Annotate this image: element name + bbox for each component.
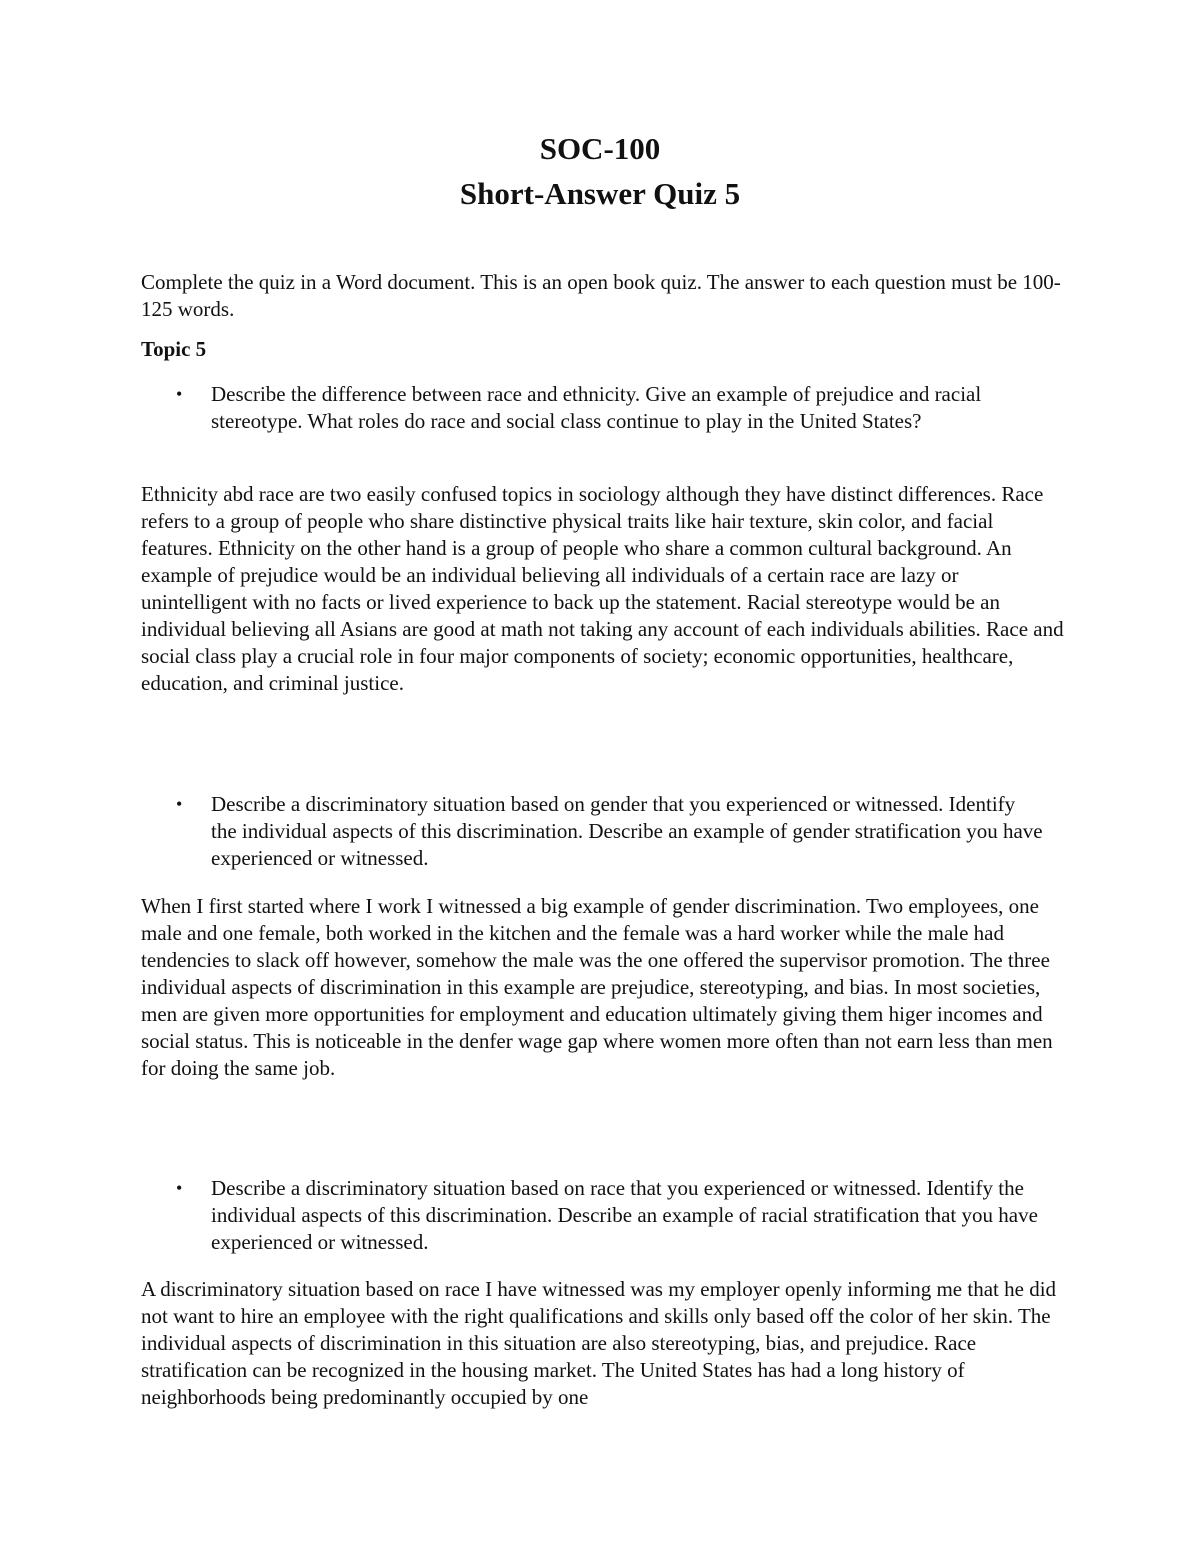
course-title: SOC-100 (539, 131, 661, 166)
question-2-text: Describe a discriminatory situation based on gender that you experienced or witnessed. Identify the individual aspects of this discrimination. Describe an example of gender stratification you have experienced or witnessed. (211, 792, 1043, 870)
answer-1: Ethnicity abd race are two easily confused topics in sociology although they have distinct differences. Race refers to a group of people who share distinctive physical traits like hair texture, skin color, and facial features. Ethnicity on the other hand is a group of people who share a common cultural background. An example of prejudice would be an individual believing all individuals of a certain race are lazy or unintelligent with no facts or lived experience to back up the statement. Racial stereotype would be an individual believing all Asians are good at math not taking any account of each individuals abilities. Race and social class play a crucial role in four major components of society; economic opportunities, healthcare, education, and criminal justice. (141, 482, 1064, 695)
bullet-icon: • (176, 794, 183, 814)
question-3 (176, 1175, 1046, 1256)
question-3-text: Describe a discriminatory situation based on race that you experienced or witnessed. Identify the individual aspects of this discrimination. Describe an example of racial stratification that you have experienced or witnessed. (211, 1176, 1038, 1254)
quiz-title: Short-Answer Quiz 5 (459, 176, 741, 211)
answer-3: A discriminatory situation based on race I have witnessed was my employer openly informing me that he did not want to hire an employee with the right qualifications and skills only based off the color of her skin. The individual aspects of discrimination in this situation are also stereotyping, bias, and prejudice. Race stratification can be recognized in the housing market. The United States has had a long history of neighborhoods being predominantly occupied by one (141, 1277, 1057, 1409)
instructions-paragraph: Complete the quiz in a Word document. This is an open book quiz. The answer to each question must be 100-125 words. (141, 270, 1061, 321)
question-1-text: Describe the difference between race and ethnicity. Give an example of prejudice and racial stereotype. What roles do race and social class continue to play in the United States? (211, 382, 982, 433)
topic-heading: Topic 5 (141, 337, 207, 361)
question-2 (176, 791, 1046, 872)
bullet-icon: • (176, 384, 183, 404)
bullet-icon: • (176, 1178, 183, 1198)
question-1 (176, 381, 1046, 435)
answer-2: When I first started where I work I witnessed a big example of gender discrimination. Two employees, one male and one female, both worked in the kitchen and the female was a hard worker while the male had tendencies to slack off however, somehow the male was the one offered the supervisor promotion. The three individual aspects of discrimination in this example are prejudice, stereotyping, and bias. In most societies, men are given more opportunities for employment and education ultimately giving them higer incomes and social status. This is noticeable in the denfer wage gap where women more often than not earn less than men for doing the same job. (141, 894, 1053, 1080)
